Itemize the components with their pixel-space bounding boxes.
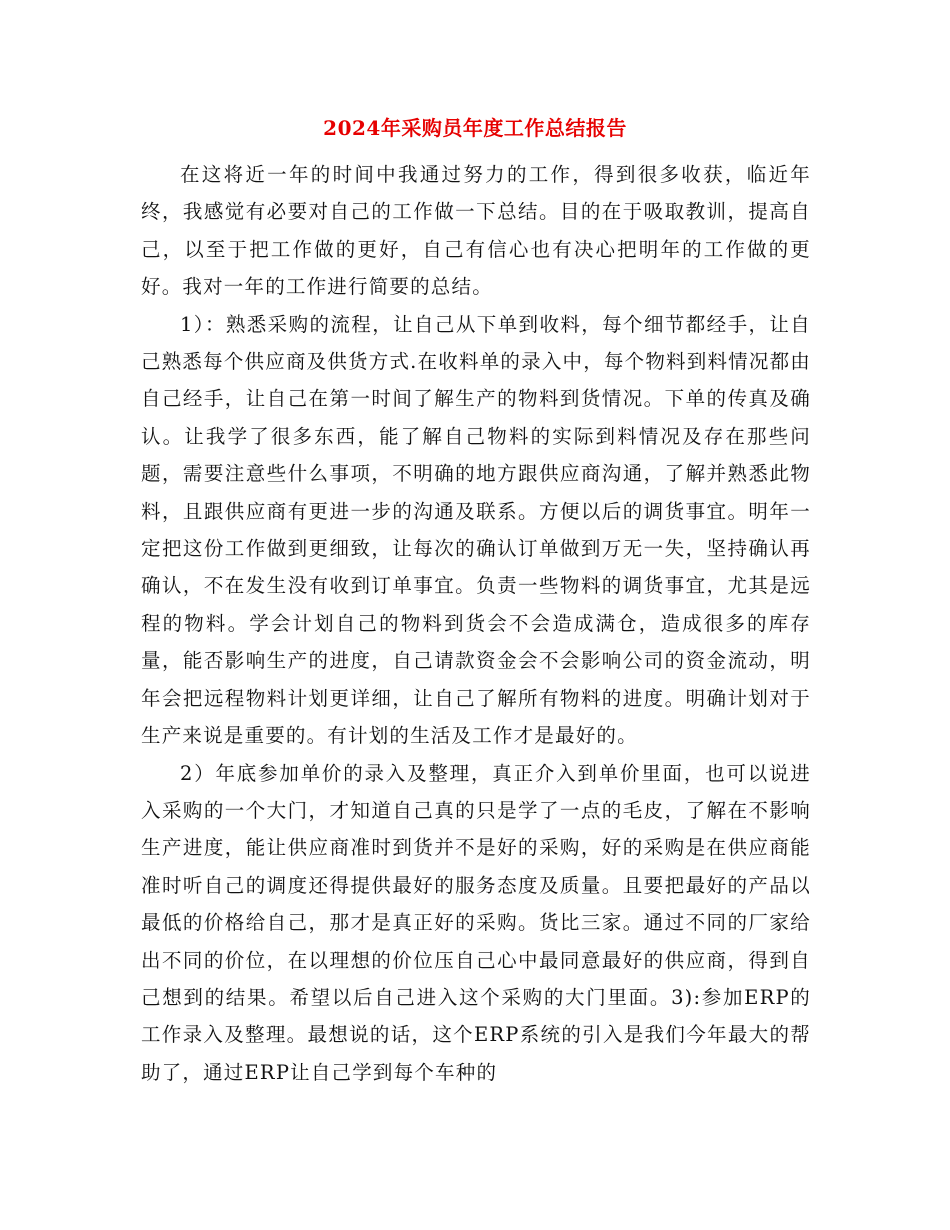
paragraph-point-2: 2）年底参加单价的录入及整理，真正介入到单价里面，也可以说进入采购的一个大门，才知道自己真的只是学了一点的毛皮，了解在不影响生产进度，能让供应商准时到货并不是好的采购，好的采购是在供应商能准时听自己的调度还得提供最好的服务态度及质量。且要把最好的产品以最低的价格给自己，那才是真正好的采购。货比三家。通过不同的厂家给出不同的价位，在以理想的价位压自己心中最同意最好的供应商，得到自己想到的结果。希望以后自己进入这个采购的大门里面。3):参加ERP的工作录入及整理。最想说的话，这个ERP系统的引入是我们今年最大的帮助了，通过ERP让自己学到每个车种的 xyxy=(141,761,811,1084)
paragraph-intro: 在这将近一年的时间中我通过努力的工作，得到很多收获，临近年终，我感觉有必要对自己的工作做一下总结。目的在于吸取教训，提高自己，以至于把工作做的更好，自己有信心也有决心把明年的工作做的更好。我对一年的工作进行简要的总结。 xyxy=(141,163,811,299)
document-title: 2024年采购员年度工作总结报告 xyxy=(323,116,627,140)
paragraph-point-1: 1）：熟悉采购的流程，让自己从下单到收料，每个细节都经手，让自己熟悉每个供应商及供货方式.在收料单的录入中，每个物料到料情况都由自己经手，让自己在第一时间了解生产的物料到货情况。下单的传真及确认。让我学了很多东西，能了解自己物料的实际到料情况及存在那些问题，需要注意些什么事项，不明确的地方跟供应商沟通，了解并熟悉此物料，且跟供应商有更进一步的沟通及联系。方便以后的调货事宜。明年一定把这份工作做到更细致，让每次的确认订单做到万无一失，坚持确认再确认，不在发生没有收到订单事宜。负责一些物料的调货事宜，尤其是远程的物料。学会计划自己的物料到货会不会造成满仓，造成很多的库存量，能否影响生产的进度，自己请款资金会不会影响公司的资金流动，明年会把远程物料计划更详细，让自己了解所有物料的进度。明确计划对于生产来说是重要的。有计划的生活及工作才是最好的。 xyxy=(141,312,811,748)
document-body xyxy=(141,156,811,1091)
